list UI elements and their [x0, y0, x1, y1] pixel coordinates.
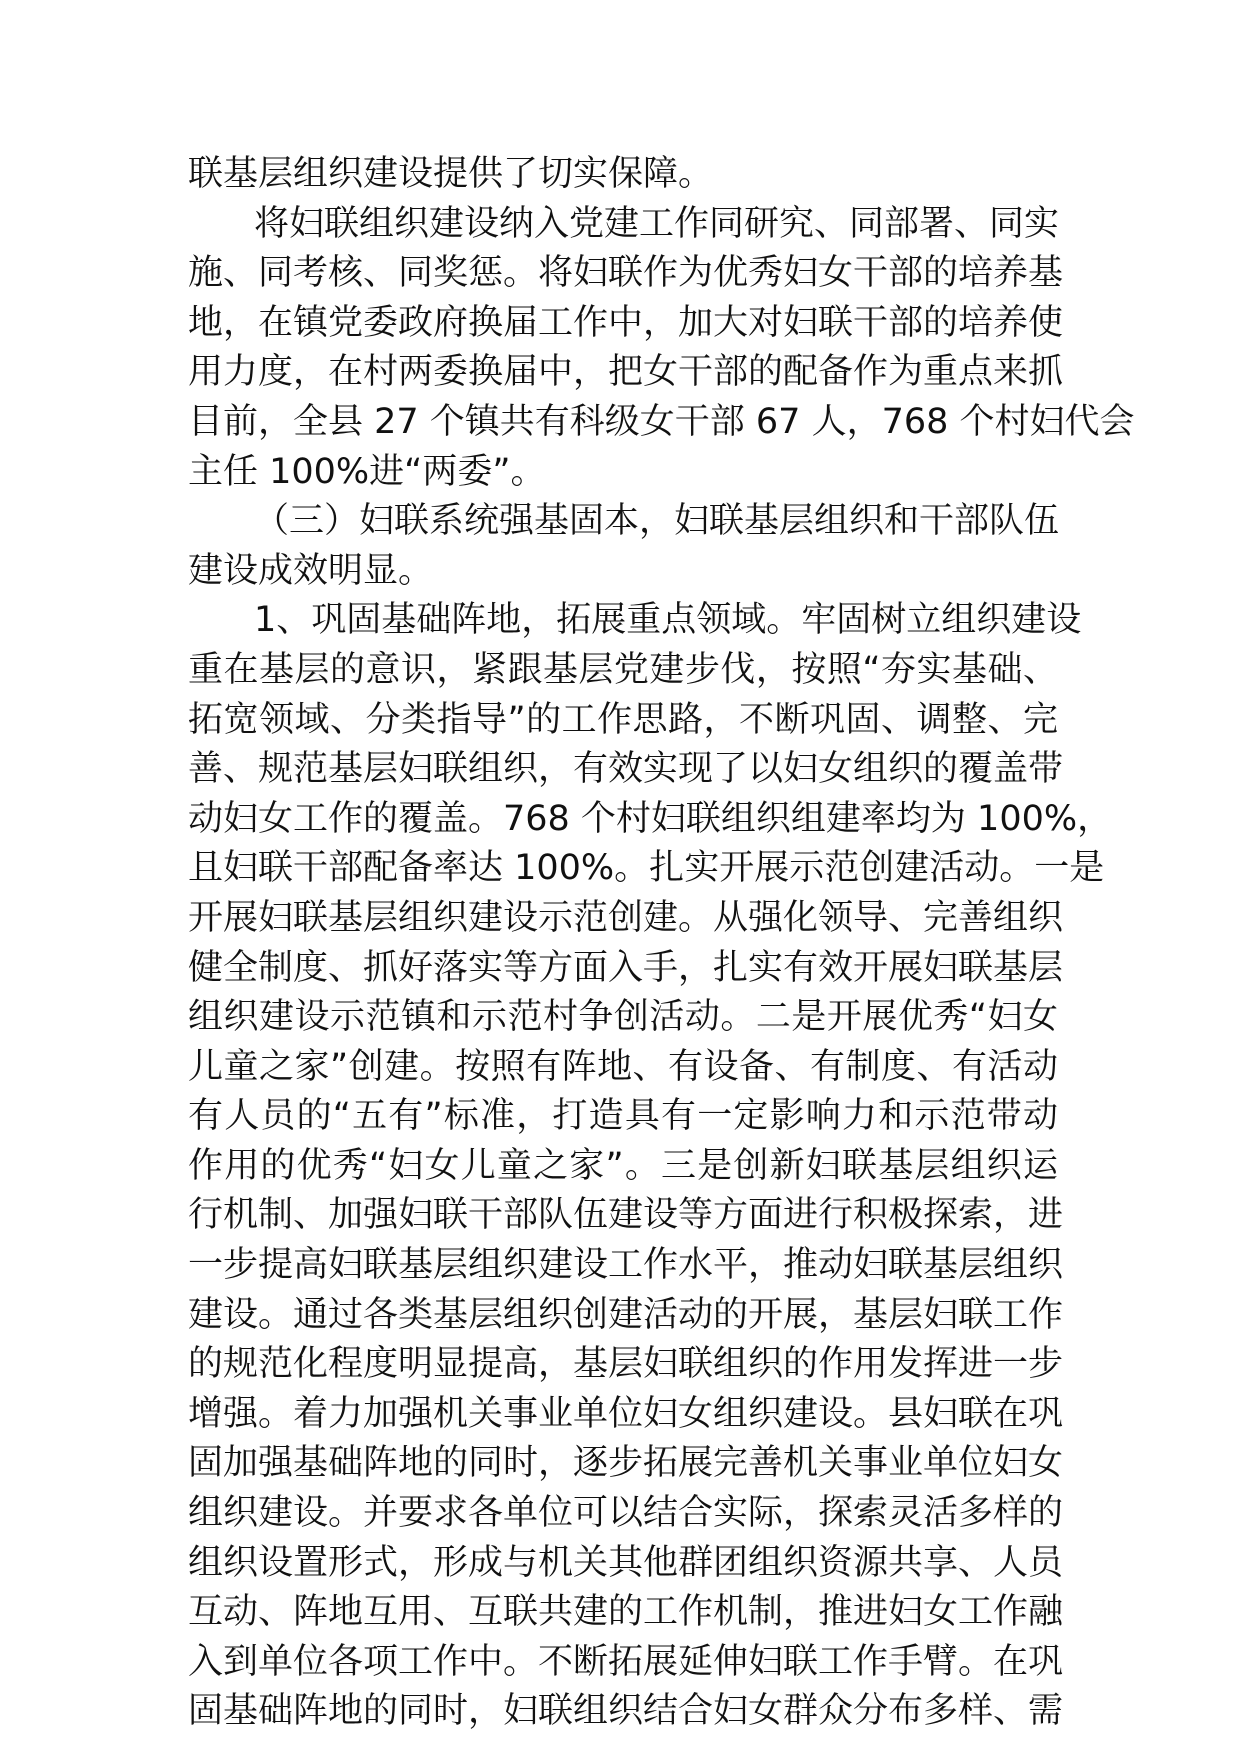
text-line: 有人员的“五有”标准，打造具有一定影响力和示范带动 — [188, 1096, 1058, 1137]
text-line: 动妇女工作的覆盖。768 个村妇联组织组建率均为 100%， — [188, 798, 1113, 839]
text-line: 主任 100%进“两委”。 — [188, 451, 546, 492]
text-line: 组织建设示范镇和示范村争创活动。二是开展优秀“妇女 — [188, 997, 1058, 1038]
text-line: 儿童之家”创建。按照有阵地、有设备、有制度、有活动 — [188, 1046, 1058, 1087]
text-line: 重在基层的意识，紧跟基层党建步伐，按照“夯实基础、 — [188, 649, 1058, 690]
text-line: 健全制度、抓好落实等方面入手，扎实有效开展妇联基层 — [188, 947, 1064, 988]
text-line: 增强。着力加强机关事业单位妇女组织建设。县妇联在巩 — [188, 1393, 1064, 1434]
text-line: 善、规范基层妇联组织，有效实现了以妇女组织的覆盖带 — [188, 749, 1064, 790]
text-line: 组织建设。并要求各单位可以结合实际，探索灵活多样的 — [188, 1493, 1064, 1534]
text-line: 固基础阵地的同时，妇联组织结合妇女群众分布多样、需 — [188, 1691, 1064, 1732]
text-line: 联基层组织建设提供了切实保障。 — [188, 154, 714, 194]
text-line: 入到单位各项工作中。不断拓展延伸妇联工作手臂。在巩 — [188, 1641, 1064, 1682]
document-page — [188, 150, 1135, 1737]
text-line: 目前，全县 27 个镇共有科级女干部 67 人，768 个村妇代会 — [188, 401, 1135, 442]
text-line: 一步提高妇联基层组织建设工作水平，推动妇联基层组织 — [188, 1245, 1064, 1286]
text-line: 且妇联干部配备率达 100%。扎实开展示范创建活动。一是 — [188, 848, 1105, 889]
document-body — [188, 150, 1135, 1737]
text-line: 拓宽领域、分类指导”的工作思路，不断巩固、调整、完 — [188, 699, 1058, 740]
text-line: 作用的优秀“妇女儿童之家”。三是创新妇联基层组织运 — [188, 1145, 1058, 1186]
text-line: 组织设置形式，形成与机关其他群团组织资源共享、人员 — [188, 1542, 1064, 1583]
text-line: 施、同考核、同奖惩。将妇联作为优秀妇女干部的培养基 — [188, 253, 1064, 294]
text-line: 固加强基础阵地的同时，逐步拓展完善机关事业单位妇女 — [188, 1443, 1064, 1484]
text-line: 建设。通过各类基层组织创建活动的开展，基层妇联工作 — [188, 1294, 1064, 1335]
text-line: 地，在镇党委政府换届工作中，加大对妇联干部的培养使 — [188, 302, 1064, 343]
text-line: 1、巩固基础阵地，拓展重点领域。牢固树立组织建设 — [254, 600, 1082, 641]
text-line: 行机制、加强妇联干部队伍建设等方面进行积极探索，进 — [188, 1195, 1064, 1236]
text-line: 建设成效明显。 — [188, 550, 434, 591]
text-line: 将妇联组织建设纳入党建工作同研究、同部署、同实 — [254, 203, 1060, 244]
text-line: （三）妇联系统强基固本，妇联基层组织和干部队伍 — [254, 501, 1060, 542]
text-line: 互动、阵地互用、互联共建的工作机制，推进妇女工作融 — [188, 1592, 1064, 1633]
text-line: 开展妇联基层组织建设示范创建。从强化领导、完善组织 — [188, 897, 1064, 938]
text-line: 的规范化程度明显提高，基层妇联组织的作用发挥进一步 — [188, 1344, 1064, 1385]
text-line: 用力度，在村两委换届中，把女干部的配备作为重点来抓 — [188, 352, 1064, 393]
